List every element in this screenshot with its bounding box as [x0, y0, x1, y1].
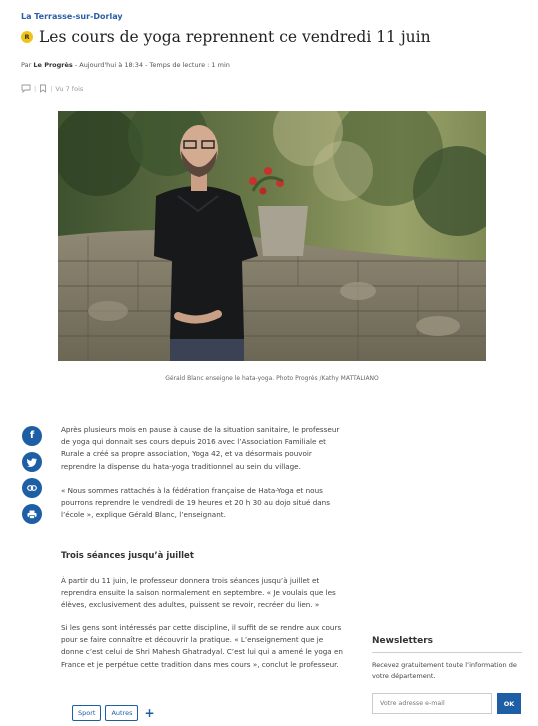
- share-twitter-button[interactable]: [22, 452, 42, 472]
- article-paragraph-2: « Nous sommes rattachés à la fédération française de Hata-Yoga et nous pourrons reprendre le vendredi de 19 heures et 20 h 30 au dojo situé dans l’école », explique Gérald Blanc, l’enseignant.: [61, 486, 330, 520]
- section-label[interactable]: La Terrasse-sur-Dorlay: [21, 12, 123, 21]
- byline-meta: - Aujourd'hui à 18:34 - Temps de lecture : 1 min: [72, 61, 230, 69]
- tools-separator: |: [34, 84, 37, 93]
- photo-caption: Gérald Blanc enseigne le hata-yoga. Photo Progrès /Kathy MATTALIANO: [165, 375, 379, 382]
- tools-separator: |: [50, 84, 53, 93]
- facebook-icon: f: [29, 430, 35, 441]
- twitter-icon: [27, 458, 37, 467]
- article-paragraph-1: Après plusieurs mois en pause à cause de la situation sanitaire, le professeur de yoga qui donnait ses cours depuis 2016 avec l’Association Familiale et Rurale a créé sa propre association, Yoga 42, et va désormais pouvoir reprendre la dispense du hata-yoga traditionnel au sein du village.: [61, 425, 340, 471]
- newsletter-title: Newsletters: [372, 636, 434, 646]
- views-count: Vu 7 fois: [55, 84, 84, 93]
- newsletter-description: Recevez gratuitement toute l’information de votre département.: [372, 661, 517, 680]
- tag-list: [72, 705, 155, 721]
- newsletter-email-input[interactable]: [372, 693, 492, 714]
- bookmark-icon[interactable]: [39, 84, 47, 93]
- premium-badge: R: [21, 31, 33, 43]
- newsletter-submit-button[interactable]: OK: [497, 693, 521, 714]
- article-tools: [21, 84, 83, 93]
- article-title: Les cours de yoga reprennent ce vendredi 11 juin: [39, 28, 431, 46]
- article-subheading: Trois séances jusqu’à juillet: [61, 551, 194, 561]
- article-headline: [21, 28, 431, 46]
- byline-prefix: Par: [21, 61, 32, 69]
- tag-autres[interactable]: Autres: [105, 705, 138, 721]
- article-paragraph-3: À partir du 11 juin, le professeur donnera trois séances jusqu’à juillet et reprendra ensuite la saison normalement en septembre. « Je voulais que les élèves, exclusivement des adultes, puissent se revoir, recréer du lien. »: [61, 576, 336, 610]
- comment-icon[interactable]: [21, 84, 31, 93]
- byline-author[interactable]: Le Progrès: [33, 61, 73, 69]
- byline: [21, 61, 230, 69]
- photo-illustration: [58, 111, 486, 361]
- article-photo[interactable]: [58, 111, 486, 361]
- print-icon: [27, 510, 37, 519]
- link-icon: [27, 485, 37, 491]
- plus-icon[interactable]: +: [144, 706, 155, 720]
- share-print-button[interactable]: [22, 504, 42, 524]
- tag-sport[interactable]: Sport: [72, 705, 101, 721]
- share-link-button[interactable]: [22, 478, 42, 498]
- share-facebook-button[interactable]: [22, 426, 42, 446]
- newsletter-divider: [372, 652, 522, 653]
- article-paragraph-4: Si les gens sont intéressés par cette discipline, il suffit de se rendre aux cours pour se faire connaître et découvrir la pratique. « L’enseignement que je donne c’est celui de Shri Mahesh Ghatradyal. C’est lui qui a amené le yoga en France et je perpétue cette tradition dans mes cours », conclut le professeur.: [61, 623, 343, 669]
